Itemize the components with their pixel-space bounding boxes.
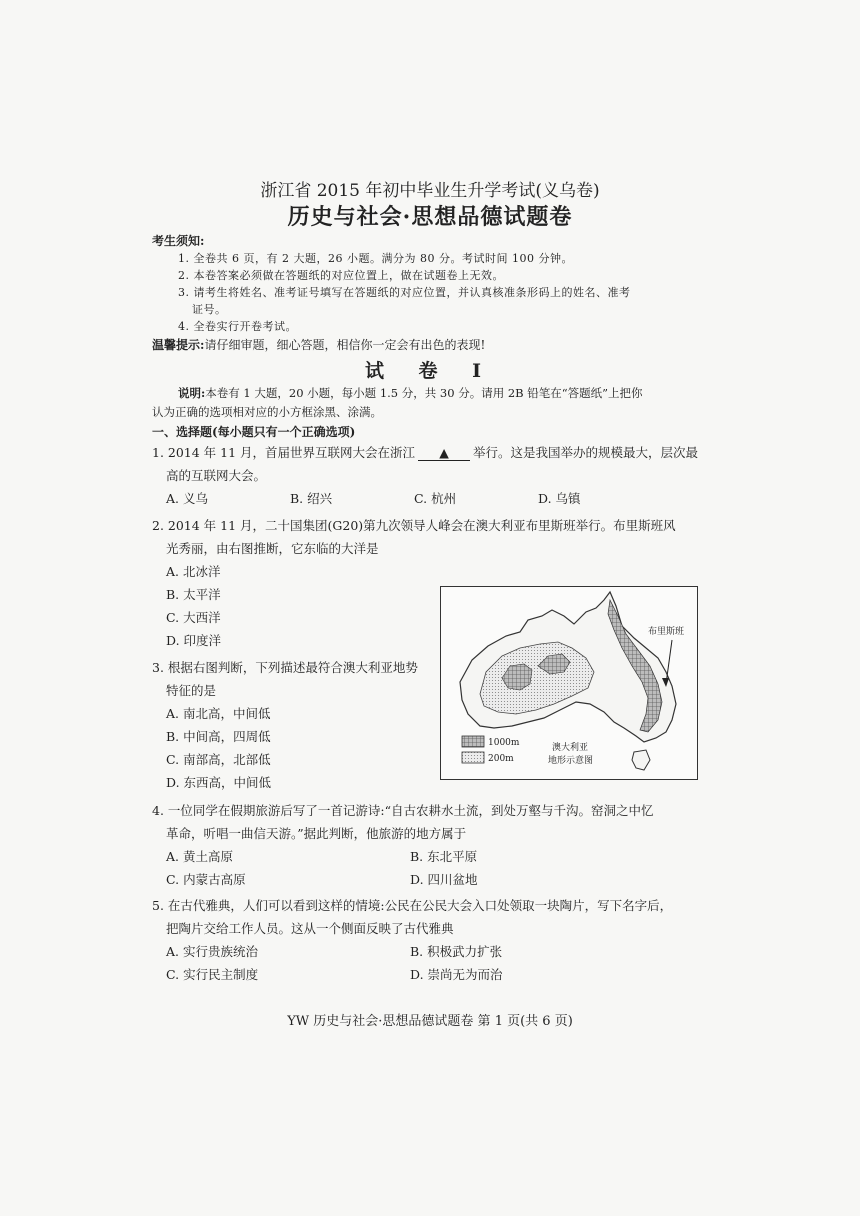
q1-option-a: A. 义乌 (166, 491, 208, 506)
q2-option-c: C. 大西洋 (166, 610, 221, 625)
paper-desc-text: 本卷有 1 大题，20 小题，每小题 1.5 分，共 30 分。请用 2B 铅笔在“答题纸”上把你 (205, 386, 643, 400)
q3-stem-line1: 3. 根据右图判断，下列描述最符合澳大利亚地势 (152, 660, 418, 675)
legend-200m-swatch (462, 752, 484, 763)
q5-stem-line2: 把陶片交给工作人员。这从一个侧面反映了古代雅典 (166, 921, 454, 936)
q1-option-c: C. 杭州 (414, 491, 457, 506)
q2-stem-line1: 2. 2014 年 11 月，二十国集团(G20)第九次领导人峰会在澳大利亚布里斯班举行。布里斯班风 (152, 518, 676, 533)
q5-option-a: A. 实行贵族统治 (166, 944, 258, 959)
q4-option-c: C. 内蒙古高原 (166, 872, 246, 887)
map-caption-line1: 澳大利亚 (552, 743, 589, 753)
tip-label: 温馨提示: (152, 338, 205, 352)
tip-text: 请仔细审题，细心答题，相信你一定会有出色的表现! (204, 338, 486, 352)
q4-stem-line2: 革命，听唱一曲信天游。”据此判断，他旅游的地方属于 (166, 826, 467, 841)
q3-stem-line2: 特征的是 (166, 683, 217, 698)
tip-line (152, 336, 485, 353)
notice-item-3: 3. 请考生将姓名、准考证号填写在答题纸的对应位置，并认真核准条形码上的姓名、准考 (178, 286, 631, 299)
notice-item-2: 2. 本卷答案必须做在答题纸的对应位置上，做在试题卷上无效。 (178, 269, 504, 282)
q5-stem-line1: 5. 在古代雅典，人们可以看到这样的情境:公民在公民大会入口处领取一块陶片，写下名字后， (152, 898, 673, 913)
q1-option-b: B. 绍兴 (290, 491, 333, 506)
exam-title: 历史与社会·思想品德试题卷 (287, 204, 573, 230)
notice-label: 考生须知: (152, 234, 205, 248)
map-caption-line2: 地形示意图 (548, 756, 594, 766)
notice-item-4: 4. 全卷实行开卷考试。 (178, 320, 297, 333)
q5-option-d: D. 崇尚无为而治 (410, 967, 503, 982)
q2-stem-line2: 光秀丽，由右图推断，它东临的大洋是 (166, 541, 379, 556)
q4-option-d: D. 四川盆地 (410, 872, 478, 887)
q3-option-d: D. 东西高，中间低 (166, 775, 272, 790)
legend-200m-label: 200m (488, 754, 514, 764)
q3-option-b: B. 中间高，四周低 (166, 729, 271, 744)
q4-stem-line1: 4. 一位同学在假期旅游后写了一首记游诗:“自古农耕水土流，到处万壑与千沟。窑洞之中忆 (152, 803, 654, 818)
paper-desc-line1 (178, 385, 643, 401)
notice-item-3-cont: 证号。 (192, 303, 227, 316)
q3-option-a: A. 南北高，中间低 (166, 706, 271, 721)
section-heading: 一、选择题(每小题只有一个正确选项) (152, 425, 356, 439)
q1-stem-part-a: 1. 2014 年 11 月，首届世界互联网大会在浙江 (152, 445, 416, 460)
q2-option-a: A. 北冰洋 (166, 564, 221, 579)
brisbane-label: 布里斯班 (648, 627, 685, 637)
q1-blank-marker: ▲ (418, 445, 470, 461)
q1-stem-line1 (152, 443, 698, 461)
q1-stem-line2: 高的互联网大会。 (166, 468, 267, 483)
paper-desc-line2: 认为正确的选项相对应的小方框涂黑、涂满。 (152, 405, 382, 419)
q2-option-b: B. 太平洋 (166, 587, 221, 602)
paper-title: 试 卷 Ⅰ (364, 360, 496, 382)
q3-option-c: C. 南部高，北部低 (166, 752, 271, 767)
exam-header-line1: 浙江省 2015 年初中毕业生升学考试(义乌卷) (260, 181, 600, 201)
australia-terrain-map (440, 586, 698, 780)
paper-desc-label: 说明: (178, 386, 206, 400)
q2-option-d: D. 印度洋 (166, 633, 222, 648)
legend-1000m-swatch (462, 736, 484, 747)
q4-option-b: B. 东北平原 (410, 849, 478, 864)
legend-1000m-label: 1000m (488, 738, 520, 748)
notice-item-1: 1. 全卷共 6 页，有 2 大题，26 小题。满分为 80 分。考试时间 100 分钟。 (178, 252, 573, 265)
q1-option-d: D. 乌镇 (538, 491, 581, 506)
page-footer: YW 历史与社会·思想品德试题卷 第 1 页(共 6 页) (287, 1014, 573, 1029)
q5-option-c: C. 实行民主制度 (166, 967, 259, 982)
q4-option-a: A. 黄土高原 (166, 849, 233, 864)
q1-stem-part-b: 举行。这是我国举办的规模最大，层次最 (473, 445, 699, 460)
q5-option-b: B. 积极武力扩张 (410, 944, 503, 959)
